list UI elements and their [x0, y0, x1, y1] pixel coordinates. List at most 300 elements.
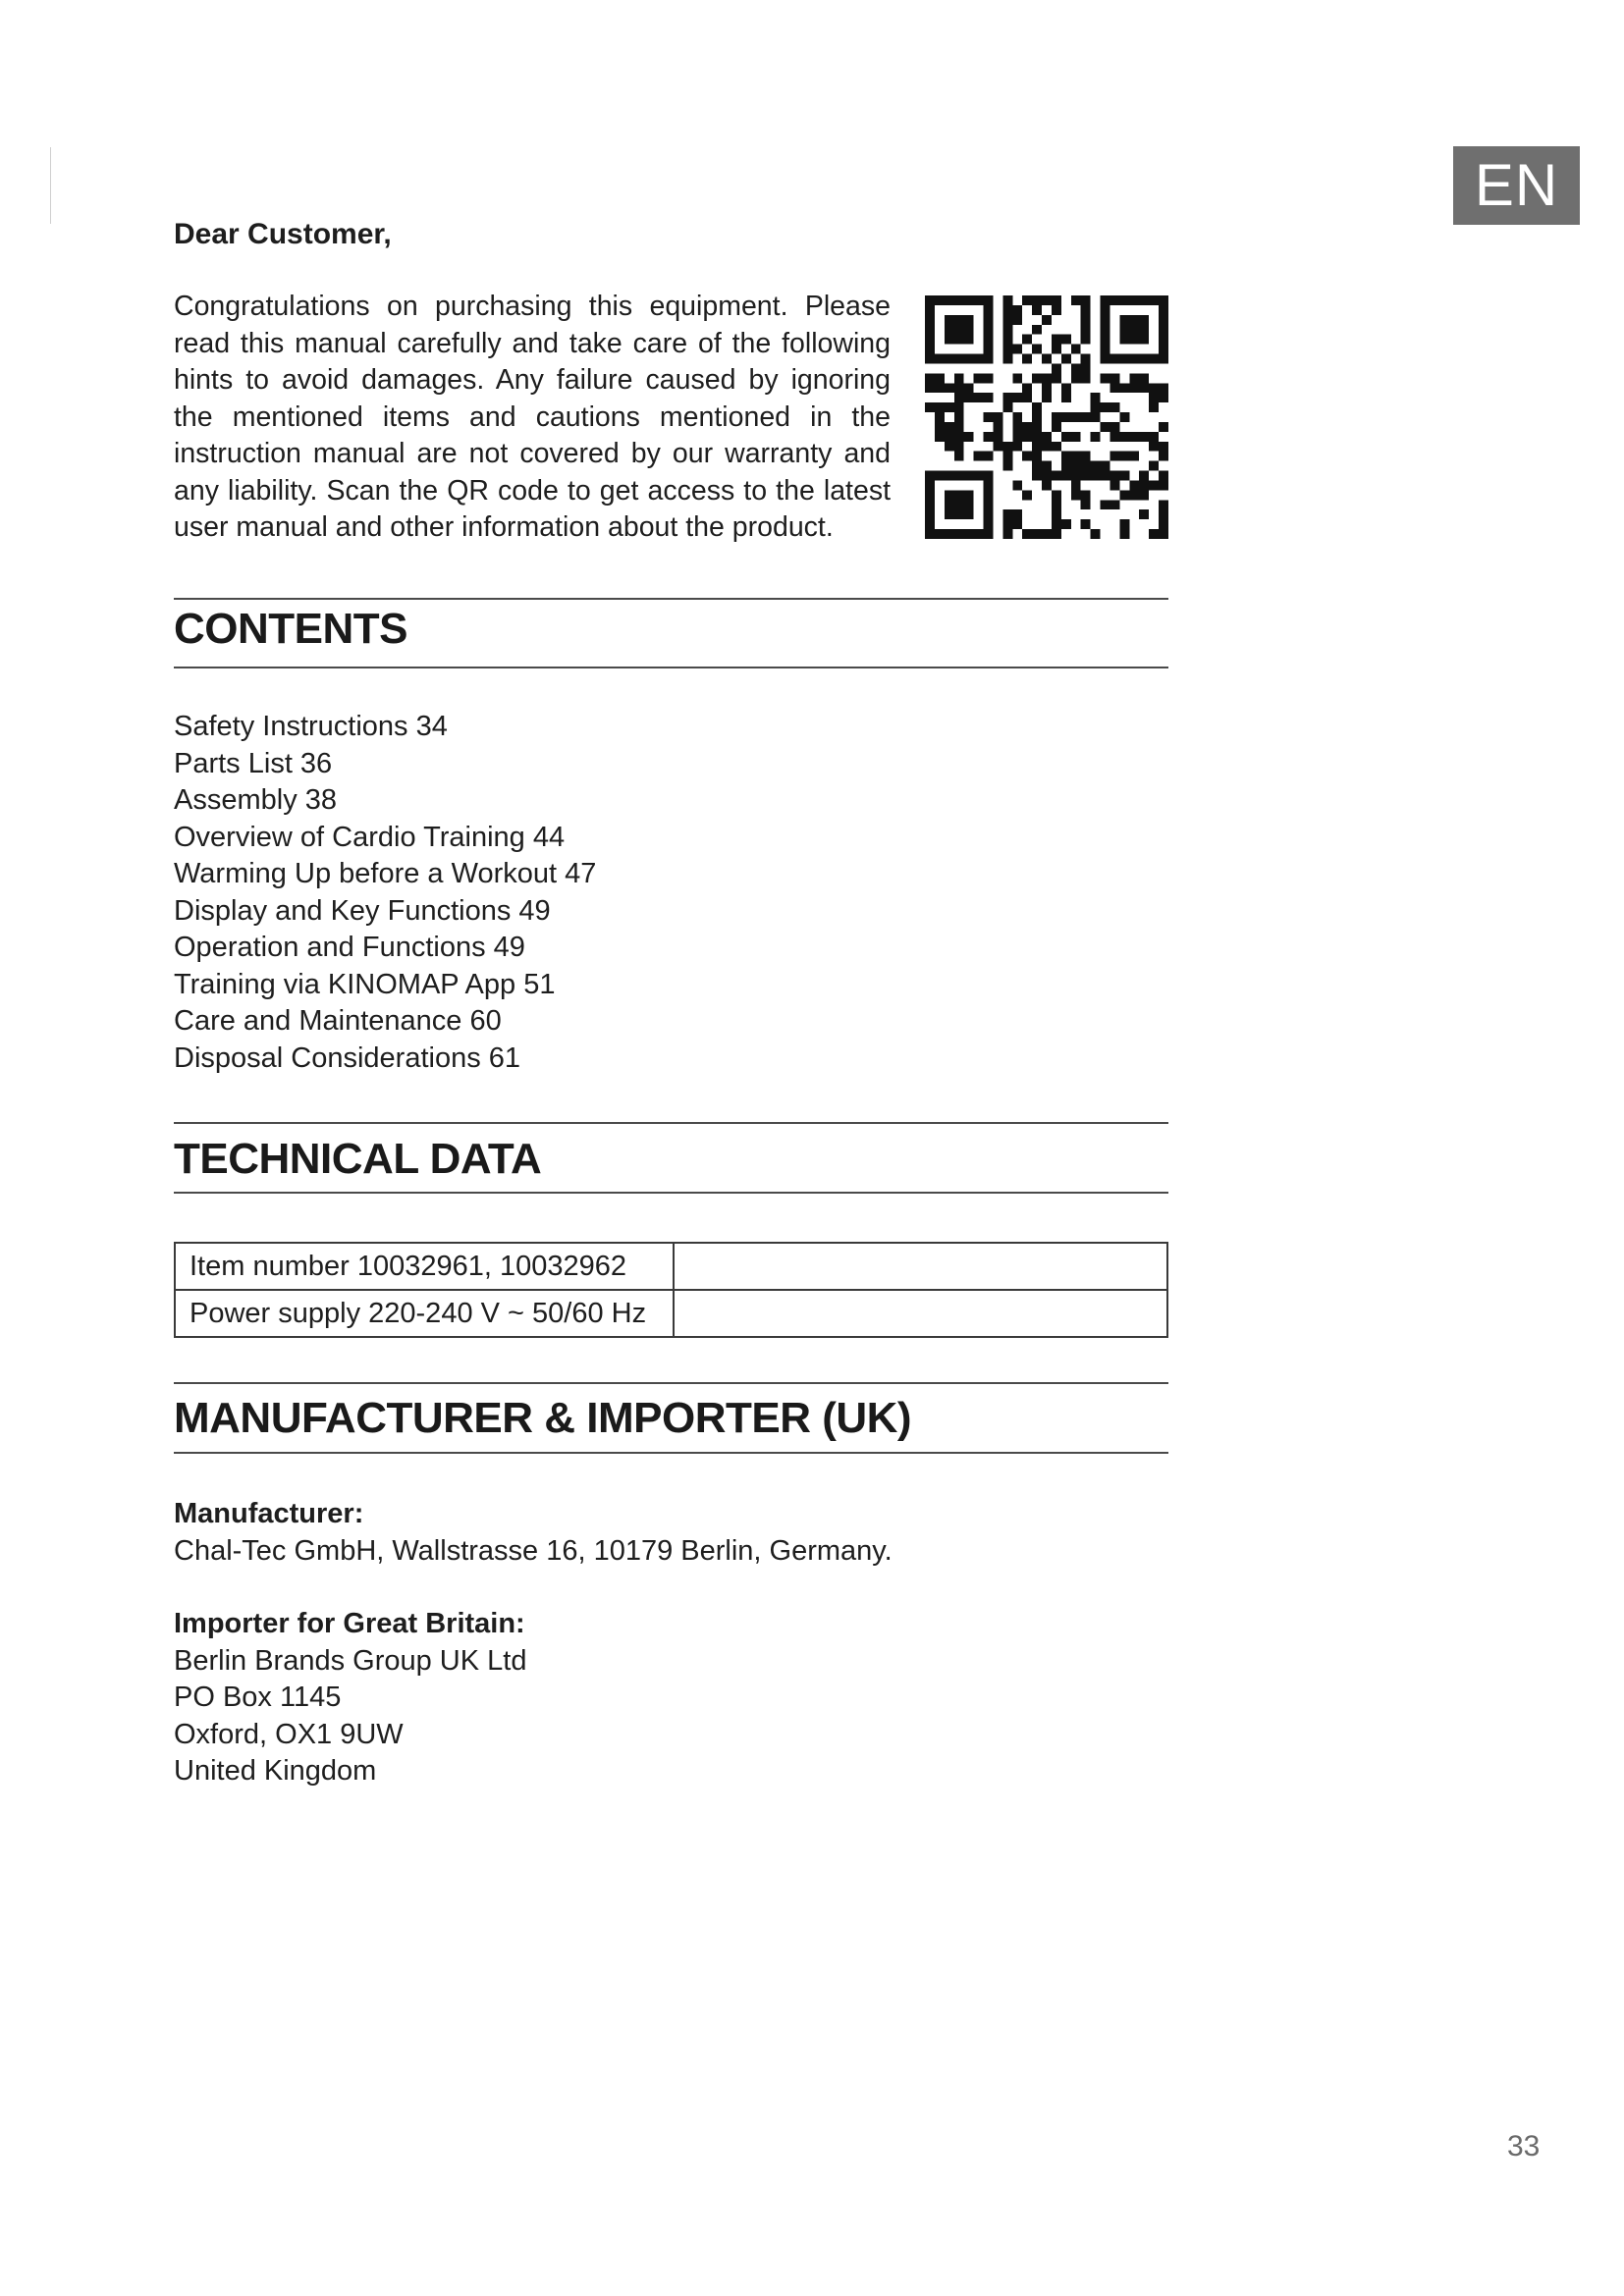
qr-module: [945, 490, 954, 500]
qr-module: [1052, 500, 1061, 509]
qr-module: [1022, 422, 1032, 432]
qr-module: [1129, 315, 1139, 325]
importer-block: [174, 1606, 526, 1790]
qr-module: [1002, 295, 1012, 305]
qr-module: [954, 442, 964, 452]
qr-module: [1119, 519, 1129, 529]
qr-module: [1061, 335, 1071, 345]
qr-module: [1071, 345, 1081, 354]
qr-module: [1149, 442, 1159, 452]
qr-module: [1081, 325, 1091, 335]
qr-module: [1129, 373, 1139, 383]
qr-module: [984, 412, 994, 422]
qr-module: [1159, 354, 1168, 364]
qr-module: [1091, 471, 1101, 481]
qr-module: [1071, 461, 1081, 471]
qr-module: [984, 354, 994, 364]
contents-item: Overview of Cardio Training 44: [174, 821, 566, 853]
qr-module: [925, 354, 935, 364]
qr-module: [964, 529, 974, 539]
intro-paragraph: Congratulations on purchasing this equipment. Please read this manual carefully and take care of the following hints to avoid damages. Any failure caused by ignoring the mentioned items and cautions mentioned in the instruction manual are not covered by our warranty and any liability. Scan the QR code to get access to the latest user manual and other information about the product.: [174, 291, 891, 543]
qr-module: [925, 509, 935, 519]
qr-module: [1071, 412, 1081, 422]
qr-module: [1101, 345, 1110, 354]
qr-module: [1129, 452, 1139, 461]
qr-module: [1139, 509, 1149, 519]
qr-module: [1002, 345, 1012, 354]
qr-module: [935, 373, 945, 383]
qr-module: [1110, 452, 1119, 461]
importer-address-line: United Kingdom: [174, 1755, 377, 1787]
qr-module: [935, 295, 945, 305]
qr-module: [945, 432, 954, 442]
qr-module: [1149, 480, 1159, 490]
qr-module: [1129, 480, 1139, 490]
page-number: 33: [1507, 2130, 1541, 2163]
qr-module: [954, 354, 964, 364]
qr-module: [1022, 432, 1032, 442]
qr-module: [993, 412, 1002, 422]
qr-module: [1012, 393, 1022, 402]
qr-module: [954, 432, 964, 442]
qr-module: [1022, 452, 1032, 461]
contents-item: Safety Instructions 34: [174, 711, 448, 742]
qr-module: [1139, 354, 1149, 364]
technical-data-title: TECHNICAL DATA: [174, 1135, 542, 1183]
qr-module: [984, 500, 994, 509]
qr-module: [1110, 471, 1119, 481]
qr-module: [1042, 295, 1052, 305]
qr-module: [925, 519, 935, 529]
qr-module: [1149, 402, 1159, 412]
qr-module: [945, 500, 954, 509]
qr-module: [993, 442, 1002, 452]
qr-module: [964, 509, 974, 519]
qr-module: [984, 325, 994, 335]
qr-module: [1002, 305, 1012, 315]
qr-module: [974, 354, 984, 364]
table-cell: [674, 1243, 1167, 1290]
qr-module: [964, 383, 974, 393]
qr-module: [1002, 452, 1012, 461]
qr-module: [1081, 295, 1091, 305]
qr-module: [984, 452, 994, 461]
contents-item: Parts List 36: [174, 747, 333, 779]
qr-module: [974, 529, 984, 539]
qr-module: [1032, 432, 1042, 442]
qr-module: [984, 345, 994, 354]
qr-module: [1119, 412, 1129, 422]
importer-address-line: Berlin Brands Group UK Ltd: [174, 1644, 527, 1677]
qr-module: [1129, 354, 1139, 364]
qr-module: [1002, 461, 1012, 471]
qr-module: [1110, 383, 1119, 393]
table-cell: Power supply 220-240 V ~ 50/60 Hz: [175, 1290, 674, 1337]
qr-module: [1139, 490, 1149, 500]
qr-module: [1139, 432, 1149, 442]
qr-module: [954, 452, 964, 461]
qr-module: [954, 335, 964, 345]
qr-module: [954, 422, 964, 432]
qr-module: [1032, 295, 1042, 305]
qr-module: [1159, 471, 1168, 481]
qr-module: [1139, 471, 1149, 481]
qr-module: [1101, 373, 1110, 383]
qr-module: [1012, 442, 1022, 452]
qr-module: [984, 480, 994, 490]
qr-module: [1110, 432, 1119, 442]
qr-module: [984, 471, 994, 481]
qr-module: [945, 402, 954, 412]
contents-bottom-rule: [174, 667, 1168, 668]
qr-module: [1042, 480, 1052, 490]
qr-module: [1159, 393, 1168, 402]
qr-module: [945, 335, 954, 345]
qr-module: [1091, 402, 1101, 412]
qr-module: [1139, 373, 1149, 383]
qr-module: [1032, 452, 1042, 461]
qr-module: [945, 383, 954, 393]
qr-module: [935, 383, 945, 393]
qr-module: [1012, 305, 1022, 315]
greeting: Dear Customer,: [174, 218, 392, 250]
table-row: [175, 1243, 1167, 1290]
qr-module: [1022, 295, 1032, 305]
qr-module: [1110, 480, 1119, 490]
qr-module: [1119, 325, 1129, 335]
qr-module: [1139, 335, 1149, 345]
manufacturer-address: Chal-Tec GmbH, Wallstrasse 16, 10179 Berlin, Germany.: [174, 1534, 893, 1567]
qr-module: [1061, 393, 1071, 402]
qr-module: [1032, 529, 1042, 539]
qr-module: [925, 345, 935, 354]
qr-module: [984, 519, 994, 529]
qr-module: [925, 529, 935, 539]
qr-module: [1101, 325, 1110, 335]
qr-module: [1052, 295, 1061, 305]
qr-module: [1149, 354, 1159, 364]
qr-module: [1012, 315, 1022, 325]
qr-module: [925, 500, 935, 509]
qr-code-graphic: [925, 294, 1168, 540]
qr-module: [984, 490, 994, 500]
qr-module: [1159, 325, 1168, 335]
qr-module: [954, 490, 964, 500]
qr-module: [1129, 490, 1139, 500]
qr-module: [984, 295, 994, 305]
qr-module: [984, 432, 994, 442]
qr-module: [1101, 471, 1110, 481]
qr-module: [964, 295, 974, 305]
manufacturer-label: Manufacturer:: [174, 1498, 364, 1529]
qr-module: [1032, 305, 1042, 315]
qr-module: [984, 335, 994, 345]
qr-module: [1052, 373, 1061, 383]
qr-module: [1149, 529, 1159, 539]
qr-module: [1052, 509, 1061, 519]
qr-module: [935, 354, 945, 364]
qr-module: [1071, 432, 1081, 442]
qr-module: [1061, 471, 1071, 481]
qr-module: [1159, 519, 1168, 529]
qr-module: [1052, 490, 1061, 500]
qr-module: [1012, 509, 1022, 519]
qr-module: [1129, 383, 1139, 393]
contents-item: Assembly 38: [174, 784, 338, 816]
qr-module: [1071, 490, 1081, 500]
qr-module: [964, 393, 974, 402]
qr-module: [1052, 412, 1061, 422]
qr-module: [1071, 363, 1081, 373]
qr-module: [1101, 461, 1110, 471]
qr-module: [1061, 452, 1071, 461]
qr-module: [984, 305, 994, 315]
qr-module: [1159, 345, 1168, 354]
qr-module: [1101, 305, 1110, 315]
importer-address-line: PO Box 1145: [174, 1682, 342, 1713]
qr-module: [1002, 393, 1012, 402]
manufacturer-title: MANUFACTURER & IMPORTER (UK): [174, 1394, 912, 1442]
qr-module: [1149, 461, 1159, 471]
contents-item: Care and Maintenance 60: [174, 1005, 502, 1037]
qr-module: [1149, 383, 1159, 393]
contents-item: Disposal Considerations 61: [174, 1041, 521, 1074]
qr-module: [1002, 402, 1012, 412]
qr-module: [945, 422, 954, 432]
qr-module: [1081, 305, 1091, 315]
qr-module: [1119, 295, 1129, 305]
qr-module: [1081, 519, 1091, 529]
qr-module: [1052, 363, 1061, 373]
qr-module: [925, 480, 935, 490]
qr-module: [1042, 354, 1052, 364]
qr-module: [1002, 442, 1012, 452]
qr-module: [1052, 422, 1061, 432]
qr-module: [1042, 383, 1052, 393]
qr-module: [1022, 335, 1032, 345]
technical-data-bottom-rule: [174, 1192, 1168, 1194]
qr-module: [974, 373, 984, 383]
qr-module: [964, 490, 974, 500]
qr-module: [984, 529, 994, 539]
qr-module: [1091, 432, 1101, 442]
qr-module: [1119, 335, 1129, 345]
qr-module: [1149, 393, 1159, 402]
qr-module: [945, 315, 954, 325]
qr-module: [925, 335, 935, 345]
table-row: [175, 1290, 1167, 1337]
qr-module: [1159, 383, 1168, 393]
qr-module: [935, 529, 945, 539]
qr-module: [964, 500, 974, 509]
qr-module: [1042, 442, 1052, 452]
qr-module: [1110, 422, 1119, 432]
qr-module: [1110, 354, 1119, 364]
qr-module: [1081, 461, 1091, 471]
qr-module: [974, 471, 984, 481]
qr-module: [945, 354, 954, 364]
qr-module: [1042, 393, 1052, 402]
qr-module: [925, 325, 935, 335]
qr-module: [1119, 529, 1129, 539]
qr-module: [1159, 480, 1168, 490]
qr-module: [1032, 422, 1042, 432]
technical-data-top-rule: [174, 1122, 1168, 1124]
qr-module: [964, 335, 974, 345]
qr-module: [1139, 315, 1149, 325]
qr-module: [1159, 442, 1168, 452]
qr-module: [1042, 461, 1052, 471]
qr-module: [1110, 295, 1119, 305]
qr-module: [1042, 373, 1052, 383]
qr-module: [1101, 295, 1110, 305]
qr-module: [1119, 490, 1129, 500]
qr-module: [1002, 354, 1012, 364]
qr-module: [954, 529, 964, 539]
qr-module: [1149, 432, 1159, 442]
qr-module: [954, 383, 964, 393]
qr-module: [954, 315, 964, 325]
qr-module: [1101, 335, 1110, 345]
qr-module: [1061, 383, 1071, 393]
qr-module: [1032, 442, 1042, 452]
qr-module: [1081, 363, 1091, 373]
qr-module: [1052, 529, 1061, 539]
technical-data-table: [174, 1242, 1168, 1338]
qr-module: [1081, 373, 1091, 383]
qr-module: [964, 432, 974, 442]
qr-module: [925, 373, 935, 383]
qr-module: [1159, 529, 1168, 539]
qr-module: [1081, 335, 1091, 345]
qr-module: [974, 393, 984, 402]
qr-module: [1071, 480, 1081, 490]
qr-module: [1159, 500, 1168, 509]
qr-module: [1139, 480, 1149, 490]
qr-module: [1002, 325, 1012, 335]
qr-module: [1091, 393, 1101, 402]
qr-module: [1002, 529, 1012, 539]
qr-module: [1071, 295, 1081, 305]
qr-module: [1032, 373, 1042, 383]
qr-module: [1101, 402, 1110, 412]
qr-module: [993, 432, 1002, 442]
qr-module: [1129, 325, 1139, 335]
table-cell: [674, 1290, 1167, 1337]
qr-module: [925, 402, 935, 412]
qr-module: [954, 295, 964, 305]
qr-module: [925, 471, 935, 481]
margin-line: [50, 147, 51, 224]
qr-module: [1091, 529, 1101, 539]
qr-module: [1002, 509, 1012, 519]
qr-module: [1032, 402, 1042, 412]
qr-module: [1110, 500, 1119, 509]
contents-item: Training via KINOMAP App 51: [174, 968, 556, 1000]
qr-module: [1139, 383, 1149, 393]
qr-module: [1052, 345, 1061, 354]
qr-module: [1032, 471, 1042, 481]
qr-module: [964, 471, 974, 481]
qr-module: [1159, 335, 1168, 345]
qr-module: [1119, 315, 1129, 325]
qr-module: [1042, 529, 1052, 539]
qr-module: [993, 422, 1002, 432]
contents-title: CONTENTS: [174, 605, 407, 653]
qr-module: [925, 383, 935, 393]
qr-module: [1061, 412, 1071, 422]
qr-module: [1002, 519, 1012, 529]
qr-module: [925, 315, 935, 325]
qr-module: [1081, 354, 1091, 364]
qr-module: [1012, 519, 1022, 529]
qr-module: [1052, 305, 1061, 315]
qr-module: [954, 471, 964, 481]
qr-module: [1081, 412, 1091, 422]
qr-module: [1071, 373, 1081, 383]
qr-module: [954, 412, 964, 422]
manufacturer-block: [174, 1496, 893, 1570]
qr-module: [1129, 432, 1139, 442]
qr-module: [1022, 354, 1032, 364]
qr-module: [935, 422, 945, 432]
qr-module: [1119, 471, 1129, 481]
qr-module: [1061, 432, 1071, 442]
qr-module: [1002, 335, 1012, 345]
table-cell: Item number 10032961, 10032962: [175, 1243, 674, 1290]
importer-label: Importer for Great Britain:: [174, 1608, 525, 1639]
manufacturer-bottom-rule: [174, 1452, 1168, 1454]
qr-code-icon: [925, 294, 1168, 540]
qr-module: [974, 295, 984, 305]
qr-module: [964, 354, 974, 364]
qr-module: [954, 373, 964, 383]
importer-address-line: Oxford, OX1 9UW: [174, 1718, 404, 1750]
qr-module: [1052, 471, 1061, 481]
qr-module: [1159, 422, 1168, 432]
qr-module: [925, 490, 935, 500]
qr-module: [1101, 315, 1110, 325]
qr-module: [1042, 471, 1052, 481]
qr-module: [1081, 490, 1091, 500]
qr-module: [1052, 519, 1061, 529]
qr-module: [964, 315, 974, 325]
qr-module: [1012, 432, 1022, 442]
language-badge: EN: [1453, 146, 1580, 225]
qr-module: [945, 509, 954, 519]
qr-module: [954, 402, 964, 412]
qr-module: [1119, 354, 1129, 364]
qr-module: [1119, 383, 1129, 393]
qr-module: [1159, 315, 1168, 325]
qr-module: [1012, 422, 1022, 432]
qr-module: [935, 412, 945, 422]
qr-module: [1032, 461, 1042, 471]
qr-module: [925, 295, 935, 305]
qr-module: [1002, 315, 1012, 325]
qr-module: [1061, 461, 1071, 471]
qr-module: [1110, 402, 1119, 412]
qr-module: [954, 500, 964, 509]
qr-module: [1101, 354, 1110, 364]
qr-module: [1091, 412, 1101, 422]
qr-module: [1110, 373, 1119, 383]
qr-module: [1129, 335, 1139, 345]
contents-top-rule: [174, 598, 1168, 600]
qr-module: [1129, 295, 1139, 305]
qr-module: [1139, 295, 1149, 305]
qr-module: [984, 315, 994, 325]
